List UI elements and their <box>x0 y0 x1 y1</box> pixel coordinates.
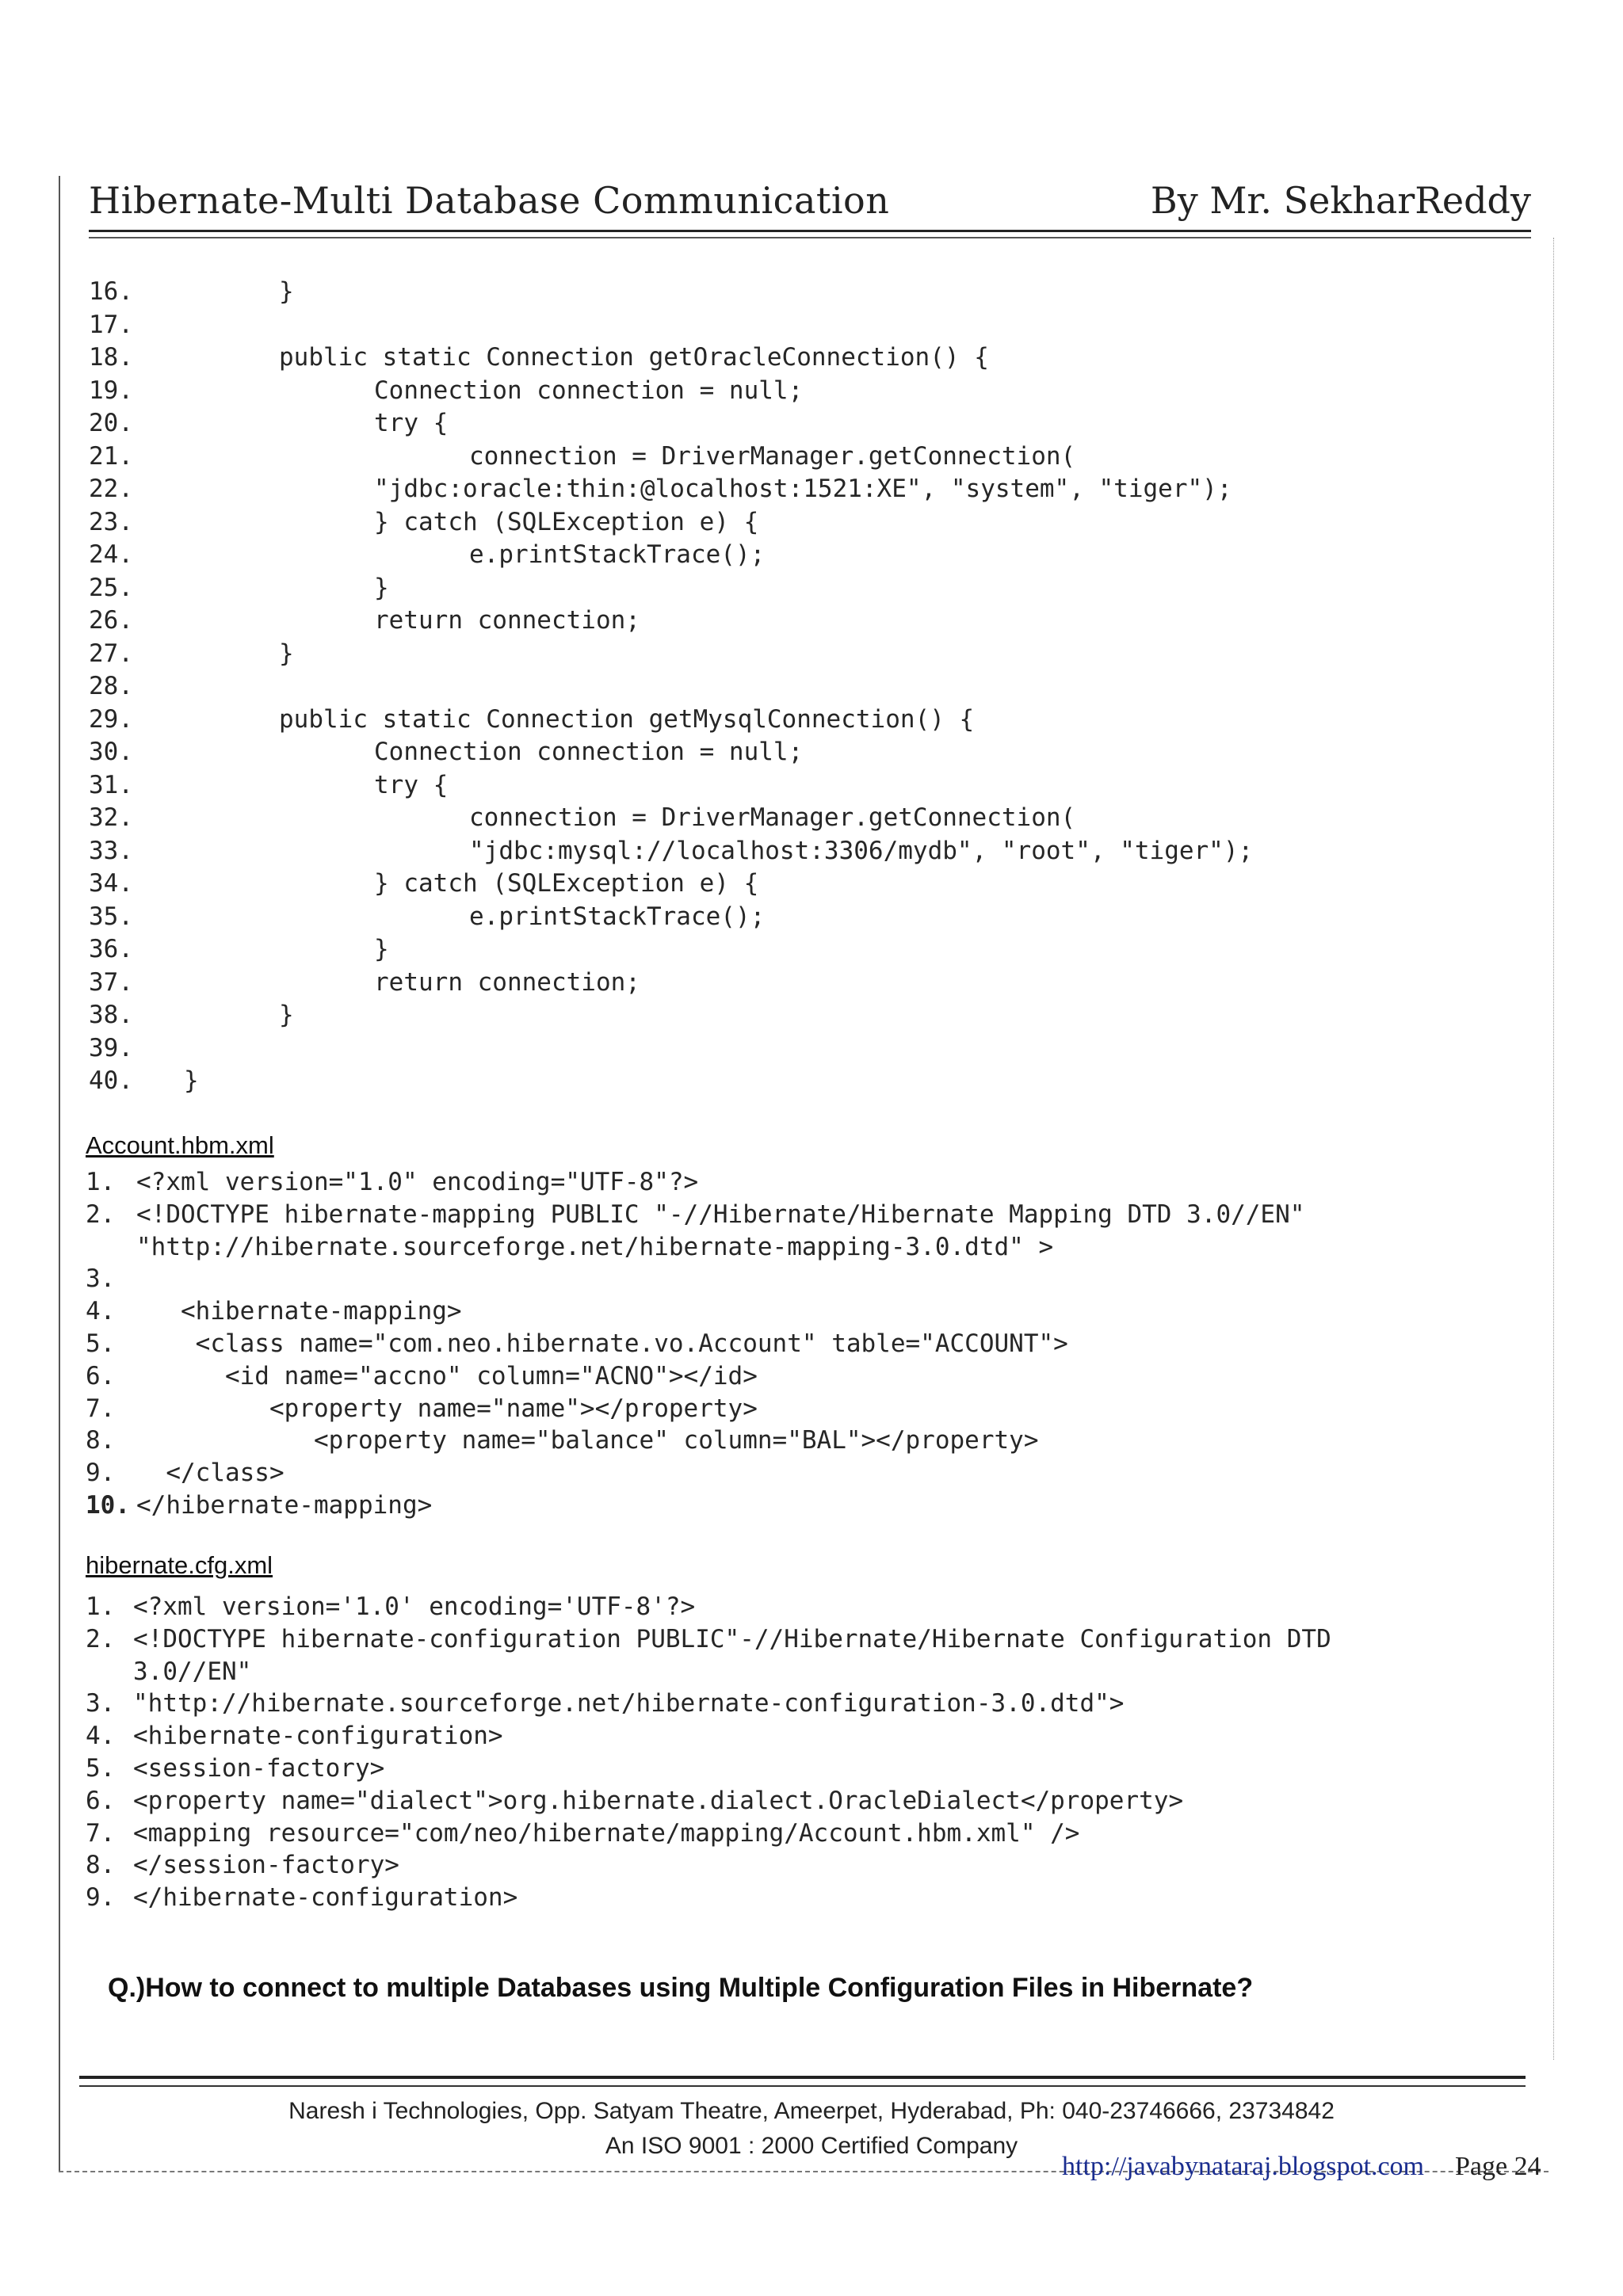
code-line <box>89 672 1515 705</box>
blog-url-link[interactable]: http://javabynataraj.blogspot.com <box>1062 2152 1425 2181</box>
code-line <box>86 1491 1512 1524</box>
line-number: 24. <box>89 540 133 569</box>
code-line <box>89 837 1515 870</box>
line-code: <property name="name"></property> <box>136 1394 758 1423</box>
line-number: 29. <box>89 704 133 734</box>
code-line <box>89 277 1515 311</box>
line-code: Connection connection = null; <box>374 376 804 405</box>
line-number: 7. <box>86 1394 116 1423</box>
footer-rule <box>79 2076 1526 2087</box>
code-line <box>89 803 1515 837</box>
code-line <box>89 606 1515 639</box>
line-number: 30. <box>89 738 133 766</box>
line-number: 17. <box>89 310 133 339</box>
line-code: "jdbc:mysql://localhost:3306/mydb", "root", "tiger"); <box>469 836 1254 865</box>
footer-address: Naresh i Technologies, Opp. Satyam Theatre, Ameerpet, Hyderabad, Ph: 040-23746666, 23734842 <box>288 2098 1335 2124</box>
line-code: <?xml version='1.0' encoding='UTF-8'?> <box>133 1592 696 1621</box>
code-line <box>89 1034 1515 1067</box>
code-line <box>89 705 1515 738</box>
line-number: 4. <box>86 1722 116 1751</box>
header-title: Hibernate-Multi Database Communication <box>89 179 890 222</box>
code-line <box>86 1722 1512 1754</box>
code-line <box>86 1625 1512 1657</box>
hibernate-cfg-code-block <box>86 1592 1512 1925</box>
code-line <box>86 1883 1512 1916</box>
line-code: } <box>279 277 294 306</box>
line-number: 5. <box>86 1329 116 1358</box>
code-line <box>89 409 1515 442</box>
line-number: 28. <box>89 672 133 700</box>
code-line <box>89 311 1515 344</box>
line-number: 23. <box>89 507 133 536</box>
line-code: } catch (SQLException e) { <box>374 869 759 898</box>
line-number: 32. <box>89 803 133 832</box>
line-number: 27. <box>89 639 133 668</box>
line-code: public static Connection getMysqlConnection() { <box>279 704 975 734</box>
hibernate-cfg-title: hibernate.cfg.xml <box>86 1551 273 1579</box>
code-line <box>89 574 1515 607</box>
line-number: 6. <box>86 1361 116 1390</box>
code-line <box>89 771 1515 804</box>
line-code: } <box>374 573 389 602</box>
code-line <box>89 738 1515 771</box>
code-line <box>89 902 1515 936</box>
page-number: Page 24 <box>1455 2152 1541 2181</box>
code-line <box>86 1168 1512 1200</box>
line-number: 33. <box>89 836 133 865</box>
line-code: } catch (SQLException e) { <box>374 507 759 536</box>
code-line <box>89 935 1515 968</box>
line-number: 3. <box>86 1264 116 1294</box>
line-number: 31. <box>89 770 133 799</box>
line-code: <!DOCTYPE hibernate-configuration PUBLIC"-//Hibernate/Hibernate Configuration DTD <box>133 1624 1331 1653</box>
line-code: e.printStackTrace(); <box>469 540 766 569</box>
account-hbm-code-block <box>86 1168 1512 1532</box>
line-number: 9. <box>86 1459 116 1488</box>
line-number: 37. <box>89 967 133 997</box>
code-line <box>89 343 1515 376</box>
line-code: connection = DriverManager.getConnection( <box>469 441 1076 471</box>
margin-scan-marks <box>1553 238 1578 2060</box>
code-line <box>86 1689 1512 1722</box>
line-code: </hibernate-configuration> <box>133 1883 518 1913</box>
line-code: <?xml version="1.0" encoding="UTF-8"?> <box>136 1168 699 1196</box>
line-code: <property name="dialect">org.hibernate.dialect.OracleDialect</property> <box>133 1786 1184 1815</box>
line-number: 1. <box>86 1168 116 1196</box>
line-number: 40. <box>89 1066 133 1095</box>
line-number: 3. <box>86 1689 116 1718</box>
line-code: </session-factory> <box>133 1851 399 1880</box>
line-code: return connection; <box>374 967 640 997</box>
line-number: 5. <box>86 1754 116 1783</box>
line-number: 7. <box>86 1818 116 1848</box>
code-line <box>86 1819 1512 1852</box>
line-code: "http://hibernate.sourceforge.net/hibernate-configuration-3.0.dtd"> <box>133 1689 1125 1718</box>
line-number: 22. <box>89 475 133 503</box>
line-code: 3.0//EN" <box>133 1657 252 1686</box>
line-number: 6. <box>86 1786 116 1815</box>
line-code: connection = DriverManager.getConnection( <box>469 803 1076 832</box>
java-code-block <box>89 277 1515 1093</box>
code-line <box>89 376 1515 410</box>
line-code: <id name="accno" column="ACNO"></id> <box>136 1361 758 1390</box>
code-line <box>86 1426 1512 1459</box>
line-code: return connection; <box>374 606 640 635</box>
line-code: } <box>184 1066 199 1095</box>
line-number: 38. <box>89 1001 133 1029</box>
line-number: 19. <box>89 376 133 405</box>
code-line <box>86 1362 1512 1394</box>
code-line <box>89 442 1515 475</box>
code-line <box>86 1657 1512 1690</box>
line-code: <property name="balance" column="BAL"></property> <box>136 1426 1039 1455</box>
line-code: try { <box>374 770 449 799</box>
line-number: 35. <box>89 902 133 931</box>
code-line <box>86 1787 1512 1819</box>
line-number: 25. <box>89 573 133 602</box>
line-code: e.printStackTrace(); <box>469 902 766 931</box>
code-line <box>86 1200 1512 1233</box>
line-number: 39. <box>89 1033 133 1062</box>
line-code: <!DOCTYPE hibernate-mapping PUBLIC "-//Hibernate/Hibernate Mapping DTD 3.0//EN" <box>136 1199 1305 1229</box>
line-code: <session-factory> <box>133 1754 385 1783</box>
code-line <box>89 639 1515 673</box>
line-number: 2. <box>86 1199 116 1229</box>
code-line <box>86 1329 1512 1362</box>
line-code: "http://hibernate.sourceforge.net/hibernate-mapping-3.0.dtd" > <box>136 1232 1054 1261</box>
line-code: <hibernate-mapping> <box>136 1297 462 1326</box>
code-line <box>86 1592 1512 1625</box>
line-number: 2. <box>86 1624 116 1653</box>
line-code: } <box>279 639 294 668</box>
line-code: "jdbc:oracle:thin:@localhost:1521:XE", "system", "tiger"); <box>374 475 1232 503</box>
line-number: 16. <box>89 277 133 306</box>
code-line <box>89 869 1515 902</box>
line-code: <hibernate-configuration> <box>133 1722 503 1751</box>
line-number: 4. <box>86 1297 116 1326</box>
header-author: By Mr. SekharReddy <box>1150 179 1531 222</box>
code-line <box>86 1851 1512 1883</box>
code-line <box>89 1066 1515 1100</box>
footer-certification: An ISO 9001 : 2000 Certified Company <box>605 2133 1018 2159</box>
line-number: 21. <box>89 441 133 471</box>
code-line <box>86 1233 1512 1265</box>
line-number: 26. <box>89 606 133 635</box>
code-line <box>89 508 1515 541</box>
line-number: 8. <box>86 1426 116 1455</box>
line-code: Connection connection = null; <box>374 738 804 766</box>
page-header <box>89 176 1531 223</box>
line-code: } <box>374 935 389 963</box>
line-number: 10. <box>86 1491 130 1520</box>
question-heading: Q.)How to connect to multiple Databases using Multiple Configuration Files in Hibernate? <box>108 1973 1254 2003</box>
line-number: 1. <box>86 1592 116 1621</box>
code-line <box>89 1001 1515 1034</box>
line-code: } <box>279 1001 294 1029</box>
code-line <box>86 1264 1512 1297</box>
code-line <box>89 540 1515 574</box>
code-line <box>86 1394 1512 1427</box>
line-code: public static Connection getOracleConnection() { <box>279 343 989 372</box>
line-number: 9. <box>86 1883 116 1913</box>
line-number: 18. <box>89 343 133 372</box>
line-number: 34. <box>89 869 133 898</box>
line-number: 36. <box>89 935 133 963</box>
code-line <box>86 1297 1512 1329</box>
code-line <box>86 1459 1512 1491</box>
header-rule <box>89 230 1531 238</box>
line-code: <mapping resource="com/neo/hibernate/mapping/Account.hbm.xml" /> <box>133 1818 1080 1848</box>
line-number: 8. <box>86 1851 116 1880</box>
line-code: </class> <box>136 1459 285 1488</box>
code-line <box>89 968 1515 1001</box>
line-number: 20. <box>89 409 133 437</box>
line-code: <class name="com.neo.hibernate.vo.Account" table="ACCOUNT"> <box>136 1329 1068 1358</box>
account-hbm-title: Account.hbm.xml <box>86 1131 274 1159</box>
code-line <box>89 475 1515 508</box>
code-line <box>86 1754 1512 1787</box>
line-code: try { <box>374 409 449 437</box>
line-code: </hibernate-mapping> <box>136 1491 433 1520</box>
